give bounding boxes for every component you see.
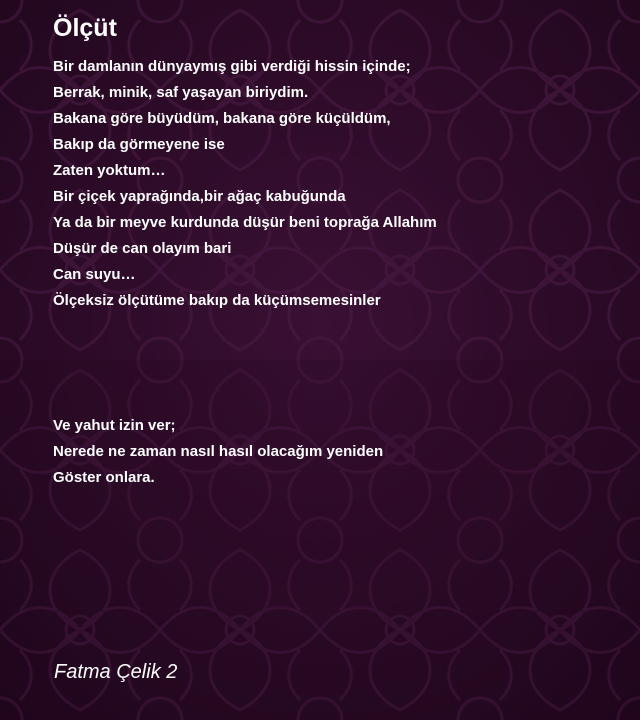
stanza-2: [53, 413, 383, 491]
poem-line: Bakana göre büyüdüm, bakana göre küçüldüm,: [53, 110, 391, 127]
poem-line: Berrak, minik, saf yaşayan biriydim.: [53, 84, 309, 101]
poem-line: Zaten yoktum…: [53, 162, 166, 179]
poem-line: Düşür de can olayım bari: [53, 240, 232, 257]
poem-line: Nerede ne zaman nasıl hasıl olacağım yeniden: [53, 443, 384, 460]
poem-line: Ya da bir meyve kurdunda düşür beni toprağa Allahım: [53, 214, 437, 231]
poem-line: Can suyu…: [53, 266, 136, 283]
poem-title: Ölçüt: [53, 14, 117, 42]
poem-line: Ve yahut izin ver;: [53, 417, 176, 434]
poem-line: Bakıp da görmeyene ise: [53, 136, 225, 153]
stanza-1: [53, 54, 437, 314]
poem-line: Bir çiçek yaprağında,bir ağaç kabuğunda: [53, 188, 346, 205]
poem-line: Ölçeksiz ölçütüme bakıp da küçümsemesinler: [53, 292, 381, 309]
poem-line: Göster onlara.: [53, 469, 155, 486]
poem-line: Bir damlanın dünyaymış gibi verdiği hissin içinde;: [53, 58, 411, 75]
poem-author: Fatma Çelik 2: [54, 661, 178, 683]
